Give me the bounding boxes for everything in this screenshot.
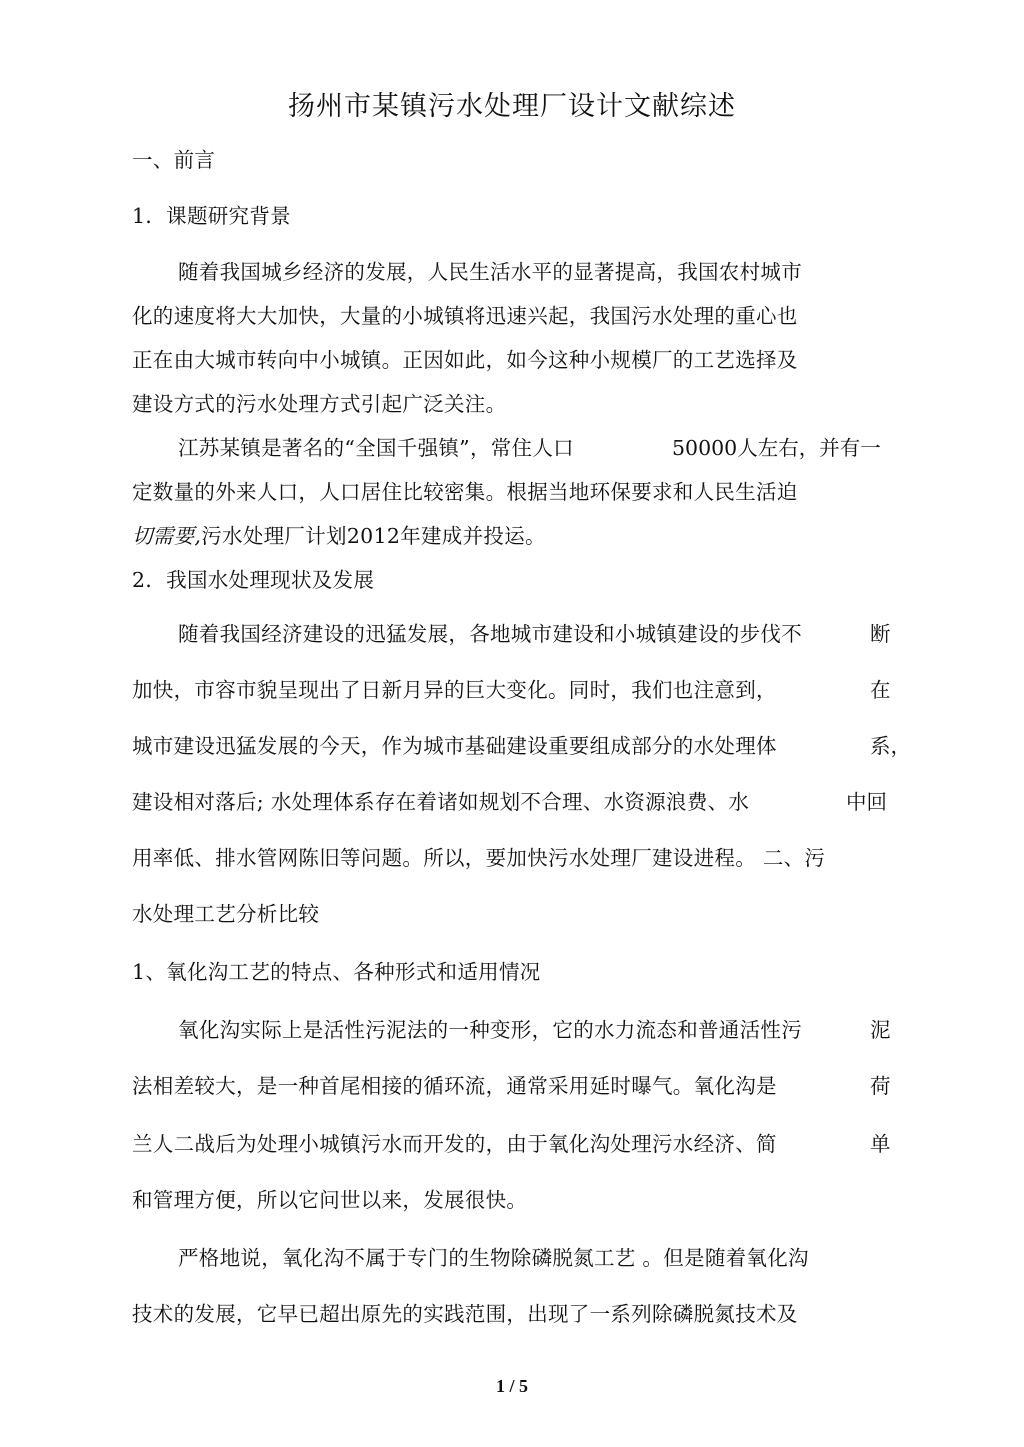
paragraph-line: 建设方式的污水处理方式引起广泛关注。: [132, 392, 507, 416]
paragraph-line: 氧化沟实际上是活性污泥法的一种变形，它的水力流态和普通活性污: [178, 1018, 802, 1042]
paragraph-line: 定数量的外来人口，人口居住比较密集。根据当地环保要求和人民生活迫: [132, 480, 798, 504]
paragraph-line: 和管理方便，所以它问世以来，发展很快。: [132, 1188, 528, 1212]
section-heading-process: 水处理工艺分析比较: [132, 902, 320, 926]
page-number: 1 / 5: [495, 1376, 528, 1396]
paragraph-fragment: 污水处理厂计划2012年建成并投运。: [201, 524, 546, 548]
paragraph-line: 江苏某镇是著名的“全国千强镇”，常住人口: [178, 436, 574, 460]
paragraph-line: 严格地说，氧化沟不属于专门的生物除磷脱氮工艺 。但是随着氧化沟: [178, 1246, 809, 1270]
paragraph-line: 城市建设迅猛发展的今天，作为城市基础建设重要组成部分的水处理体: [132, 734, 777, 758]
paragraph-line: 正在由大城市转向中小城镇。正因如此，如今这种小规模厂的工艺选择及: [132, 348, 798, 372]
paragraph-line: 建设相对落后; 水处理体系存在着诸如规划不合理、水资源浪费、水: [132, 790, 750, 814]
paragraph-line-tail: 断: [870, 622, 891, 646]
paragraph-line: 技术的发展，它早已超出原先的实践范围，出现了一系列除磷脱氮技术及: [132, 1302, 798, 1326]
paragraph-line-tail: 在: [870, 678, 891, 702]
subsection-heading-status: 2．我国水处理现状及发展: [132, 568, 375, 592]
subsection-heading-background: 1．课题研究背景: [132, 204, 291, 228]
paragraph-line: 加快，市容市貌呈现出了日新月异的巨大变化。同时，我们也注意到，: [132, 678, 777, 702]
paragraph-line: 随着我国城乡经济的发展，人民生活水平的显著提高，我国农村城市: [178, 260, 802, 284]
paragraph-line: 随着我国经济建设的迅猛发展，各地城市建设和小城镇建设的步伐不: [178, 622, 802, 646]
paragraph-line: [132, 522, 546, 550]
paragraph-line-tail: 50000人左右，并有一: [672, 436, 881, 460]
section-heading-preface: 一、前言: [132, 148, 216, 172]
paragraph-line-tail: 荷: [870, 1074, 891, 1098]
paragraph-line-tail: 系，: [870, 734, 911, 758]
paragraph-line-tail: 泥: [870, 1018, 891, 1042]
paragraph-line-tail: 中回: [846, 790, 887, 814]
paragraph-line: 兰人二战后为处理小城镇污水而开发的，由于氧化沟处理污水经济、简: [132, 1132, 777, 1156]
subsection-heading-oxidation-ditch: 1、氧化沟工艺的特点、各种形式和适用情况: [132, 960, 541, 984]
paragraph-line: 法相差较大，是一种首尾相接的循环流，通常采用延时曝气。氧化沟是: [132, 1074, 777, 1098]
paragraph-line: 用率低、排水管网陈旧等问题。所以，要加快污水处理厂建设进程。 二、污: [132, 846, 826, 870]
paragraph-line: 化的速度将大大加快，大量的小城镇将迅速兴起，我国污水处理的重心也: [132, 304, 798, 328]
paragraph-line-tail: 单: [870, 1132, 891, 1156]
document-title: 扬州市某镇污水处理厂设计文献综述: [288, 91, 736, 122]
italic-fragment: 切需要,: [132, 524, 202, 548]
